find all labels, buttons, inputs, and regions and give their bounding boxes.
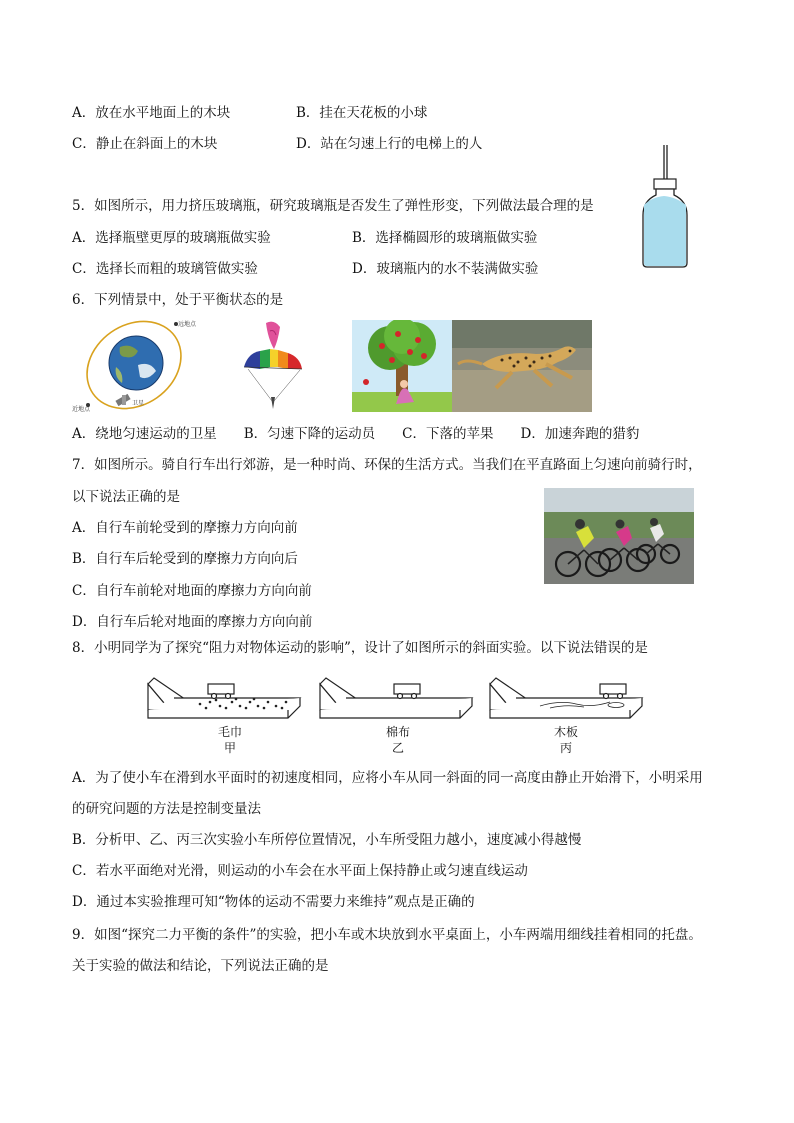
q9-stem-line2: 关于实验的做法和结论，下列说法正确的是: [72, 958, 329, 974]
incline-experiment-figure: [140, 664, 650, 762]
q4-option-c: C．静止在斜面上的木块: [72, 136, 218, 152]
q7-option-c: C．自行车前轮对地面的摩擦力方向向前: [72, 583, 312, 599]
label-jia: 甲: [223, 741, 237, 755]
q6-stem: 6．下列情景中，处于平衡状态的是: [72, 292, 284, 308]
q8-option-b: B．分析甲、乙、丙三次实验小车所停位置情况，小车所受阻力越小，速度减小得越慢: [72, 832, 582, 848]
q4-option-b: B．挂在天花板的小球: [296, 105, 428, 121]
q7-option-a: A．自行车前轮受到的摩擦力方向向前: [72, 520, 298, 536]
material-bing: 木板: [553, 725, 579, 739]
earth-satellite-image: [72, 317, 196, 413]
q9-stem-line1: 9．如图“探究二力平衡的条件”的实验，把小车或木块放到水平桌面上，小车两端用细线挂着相同的托盘。: [72, 927, 702, 943]
material-jia: 毛巾: [217, 725, 243, 739]
satellite-label: 卫星: [132, 400, 145, 407]
label-yi: 乙: [391, 741, 405, 755]
perigee-label: 近地点: [72, 406, 91, 413]
q8-stem: 8．小明同学为了探究“阻力对物体运动的影响”，设计了如图所示的斜面实验。以下说法错误的是: [72, 640, 648, 656]
q8-option-a-line2: 的研究问题的方法是控制变量法: [72, 801, 261, 817]
q7-stem-line2: 以下说法正确的是: [72, 489, 180, 505]
q8-option-d: D．通过本实验推理可知“物体的运动不需要力来维持”观点是正确的: [72, 894, 475, 910]
q7-stem-line1: 7．如图所示。骑自行车出行郊游，是一种时尚、环保的生活方式。当我们在平直路面上匀速向前骑行时，: [72, 457, 702, 473]
q5-option-d: D．玻璃瓶内的水不装满做实验: [352, 261, 539, 277]
q7-option-b: B．自行车后轮受到的摩擦力方向向后: [72, 551, 298, 567]
apple-tree-image: [352, 320, 452, 412]
q5-stem: 5．如图所示，用力挤压玻璃瓶，研究玻璃瓶是否发生了弹性形变，下列做法最合理的是: [72, 198, 594, 214]
q6-options: A．绕地匀速运动的卫星 B．匀速下降的运动员 C．下落的苹果 D．加速奔跑的猎豹: [72, 426, 640, 442]
q4-option-d: D．站在匀速上行的电梯上的人: [296, 136, 483, 152]
cheetah-image: [452, 320, 592, 412]
cyclists-image: [544, 488, 694, 584]
q8-option-c: C．若水平面绝对光滑，则运动的小车会在水平面上保持静止或匀速直线运动: [72, 863, 528, 879]
apogee-label: 远地点: [178, 321, 196, 328]
q5-option-b: B．选择椭圆形的玻璃瓶做实验: [352, 230, 538, 246]
q4-option-a: A．放在水平地面上的木块: [72, 105, 231, 121]
experiment-jia: [148, 678, 300, 718]
glass-bottle-figure: [638, 143, 690, 269]
parachutist-image: [238, 317, 308, 413]
q7-option-d: D．自行车后轮对地面的摩擦力方向向前: [72, 614, 313, 630]
q5-option-c: C．选择长而粗的玻璃管做实验: [72, 261, 258, 277]
experiment-bing: [490, 678, 642, 718]
q5-option-a: A．选择瓶壁更厚的玻璃瓶做实验: [72, 230, 271, 246]
experiment-yi: [320, 678, 472, 718]
label-bing: 丙: [559, 741, 573, 755]
q8-option-a-line1: A．为了使小车在滑到水平面时的初速度相同，应将小车从同一斜面的同一高度由静止开始滑下，小明采用: [72, 770, 703, 786]
material-yi: 棉布: [385, 725, 411, 739]
